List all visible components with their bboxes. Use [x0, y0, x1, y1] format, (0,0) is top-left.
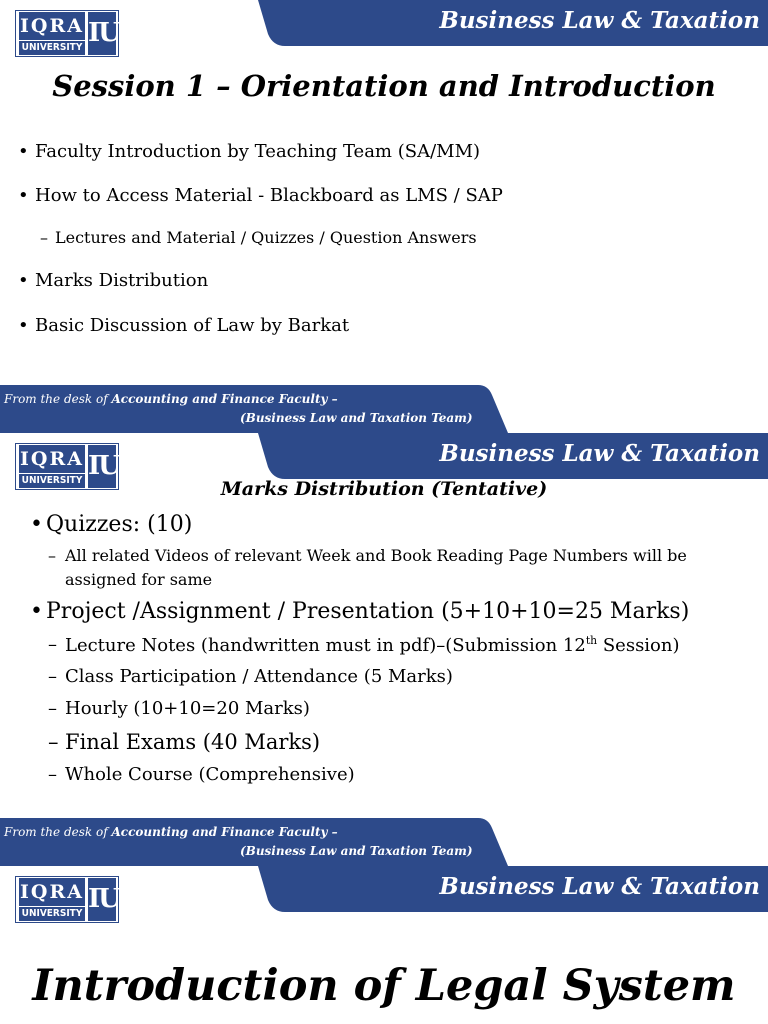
footer-team: (Business Law and Taxation Team): [240, 411, 473, 425]
iqra-university-logo: IQRA UNIVERSITY IU: [15, 876, 119, 923]
dash-icon: –: [48, 546, 56, 565]
iqra-university-logo: IQRA UNIVERSITY IU: [15, 10, 119, 57]
dash-icon: –: [48, 634, 57, 655]
bullet-icon: •: [18, 270, 29, 291]
sub-bullet-continuation: assigned for same: [65, 570, 213, 589]
course-title: Business Law & Taxation: [439, 7, 760, 34]
slide-title: Marks Distribution (Tentative): [220, 478, 548, 500]
dash-icon: –: [48, 698, 57, 719]
iqra-university-logo: IQRA UNIVERSITY IU: [15, 443, 119, 490]
footer-text: From the desk of Accounting and Finance Faculty –: [4, 825, 338, 839]
bullet-icon: •: [18, 315, 29, 336]
slide-legal-system: [0, 866, 768, 1024]
slide-marks-distribution: Business Law & Taxation IQRA UNIVERSITY IU Marks Distribution (Tentative) • Quizzes: (10) – All related Videos of relevant Week and Book Reading Page Numbers will be assigned for same • Project /Assignment / Presentation (5+10+10=25 Marks) – Lecture Notes (handwritten must in pdf)–(Submission 12th Session) – Class Participation / Attendance (5 Marks) – Hourly (10+10=20 Marks) – Final Exams (40 Marks) – Whole Course (Comprehensive) From the desk of Accounting and Finance Faculty – (Business Law and Taxation Team): [0, 433, 768, 866]
dash-icon: –: [48, 730, 59, 754]
slide-title: Introduction of Legal System: [32, 961, 736, 1011]
slide-session-1: Business Law & Taxation IQRA UNIVERSITY IU Session 1 – Orientation and Introduction • Faculty Introduction by Teaching Team (SA/MM) • How to Access Material - Blackboard as LMS / SAP – Lectures and Material / Quizzes / Question Answers • Marks Distribution • Basic Discussion of Law by Barkat From the desk of Accounting and Finance Faculty – (Business Law and Taxation Team): [0, 0, 768, 433]
dash-icon: –: [48, 764, 57, 785]
slide-title: Session 1 – Orientation and Introduction: [52, 69, 716, 103]
bullet-icon: •: [30, 512, 43, 537]
bullet-icon: •: [30, 599, 43, 624]
bullet-icon: •: [18, 185, 29, 206]
dash-icon: –: [48, 666, 57, 687]
footer-text: From the desk of Accounting and Finance Faculty –: [4, 392, 338, 406]
course-title: Business Law & Taxation: [439, 873, 760, 900]
bullet-icon: •: [18, 141, 29, 162]
course-title: Business Law & Taxation: [439, 440, 760, 467]
footer-team: (Business Law and Taxation Team): [240, 844, 473, 858]
dash-icon: –: [40, 228, 48, 247]
